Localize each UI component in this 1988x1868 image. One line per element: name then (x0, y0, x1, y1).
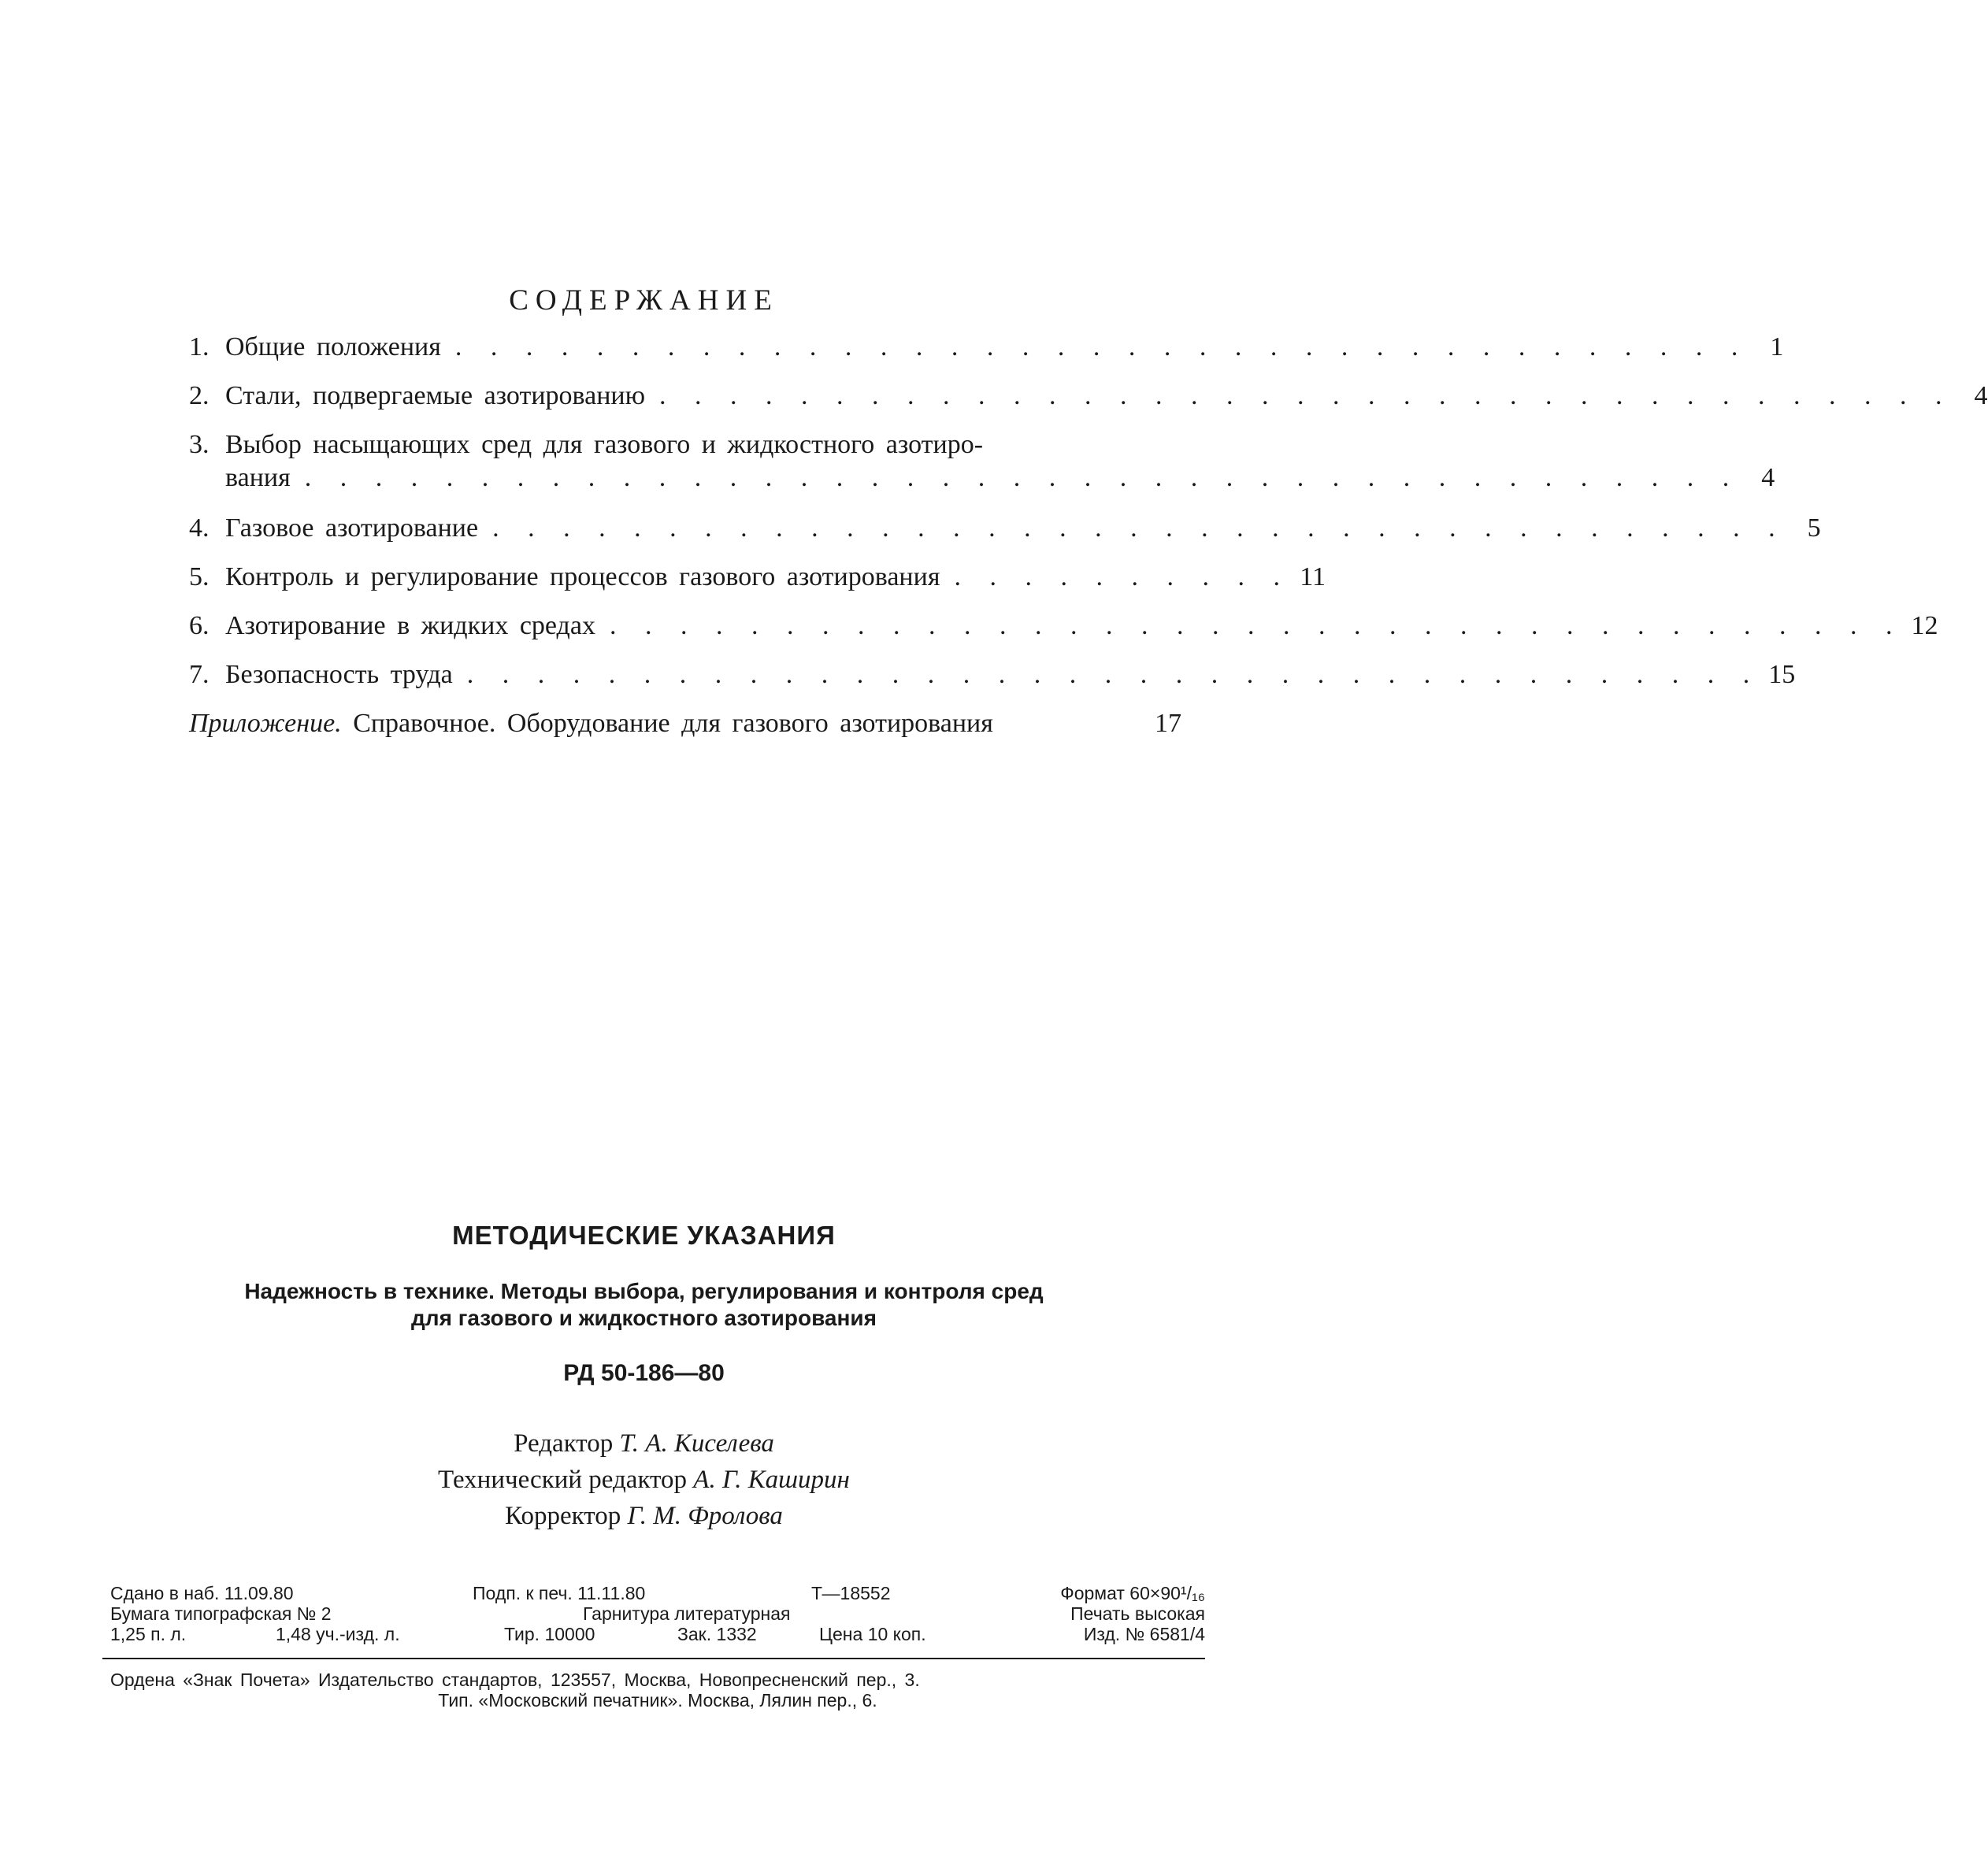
imprint-field: Подп. к печ. 11.11.80 (473, 1583, 646, 1603)
toc-item-page: 15 (1768, 660, 1796, 689)
imprint-row (110, 1583, 1205, 1603)
imprint-field: Т—18552 (811, 1583, 891, 1603)
toc-item (189, 428, 1775, 512)
toc-appendix-label: Приложение. (189, 709, 342, 738)
printer-line: Тип. «Московский печатник». Москва, Лялин пер., 6. (438, 1690, 877, 1710)
toc-item-title: Общие положения (225, 332, 441, 361)
toc-appendix (189, 707, 1181, 756)
imprint-row (110, 1603, 1205, 1624)
toc-item-number: 2. (189, 381, 210, 410)
toc-leader-dots: . . . . . . . . . . . . . . . . . . . . . . . . . . . . . . . . . . . . . (454, 332, 1749, 361)
print-imprint (110, 1583, 1205, 1644)
toc-appendix-title: Справочное. Оборудование для газового азотирования (353, 709, 993, 738)
toc-item-number: 7. (189, 660, 210, 689)
toc-item-page: 12 (1911, 611, 1938, 640)
credit-role: Редактор (514, 1429, 614, 1458)
toc-item-title: Азотирование в жидких средах (225, 611, 595, 640)
imprint-field: 1,48 уч.-изд. л. (276, 1624, 400, 1644)
imprint-field: Зак. 1332 (677, 1624, 757, 1644)
document-subtitle-line: Надежность в технике. Методы выбора, регулирования и контроля сред (244, 1279, 1044, 1303)
credit-name: Г. М. Фролова (627, 1502, 783, 1530)
imprint-field: Формат 60×90¹/₁₆ (1060, 1583, 1205, 1603)
toc-item (189, 380, 1988, 428)
imprint-field: Цена 10 коп. (819, 1624, 926, 1644)
document-subtitle-line: для газового и жидкостного азотирования (411, 1306, 877, 1330)
toc-item-title: Газовое азотирование (225, 513, 479, 543)
imprint-field: 1,25 п. л. (110, 1624, 187, 1644)
imprint-field: Изд. № 6581/4 (1083, 1624, 1205, 1644)
credit-role: Корректор (505, 1502, 621, 1530)
toc-appendix-page: 17 (1155, 709, 1181, 738)
toc-item-number: 4. (189, 513, 210, 543)
toc-item-title-continued: вания (225, 463, 291, 492)
toc-item-page: 4 (1761, 463, 1775, 492)
credit-name: А. Г. Каширин (693, 1466, 850, 1494)
toc-leader-dots: . . . . . . . . . . . . . . . . . . . . . . . . . . . . . . . . . . . . . (659, 381, 1953, 410)
toc-item (189, 610, 1938, 658)
credit-role: Технический редактор (438, 1466, 688, 1494)
toc-item-number: 1. (189, 332, 210, 361)
document-code: РД 50-186—80 (563, 1360, 725, 1386)
credit-editor (0, 1425, 1288, 1462)
toc-item (189, 331, 1784, 380)
imprint-divider (102, 1658, 1205, 1659)
imprint-field: Тир. 10000 (504, 1624, 595, 1644)
toc-item-title: Выбор насыщающих сред для газового и жидкостного азотиро- (225, 430, 984, 459)
toc-item-page: 1 (1770, 332, 1784, 361)
imprint-field: Бумага типографская № 2 (110, 1603, 332, 1624)
toc-item-number: 6. (189, 611, 210, 640)
toc-leader-dots: . . . . . . . . . . . . . . . . . . . . . . . . . . . . . . . . . . . . . (492, 513, 1786, 543)
toc-item-number: 3. (189, 430, 210, 459)
credit-technical-editor (0, 1462, 1288, 1498)
publisher-line: Ордена «Знак Почета» Издательство стандартов, 123557, Москва, Новопресненский пер., 3. (110, 1670, 920, 1690)
imprint-field: Сдано в наб. 11.09.80 (110, 1583, 294, 1603)
publisher-info (110, 1670, 1205, 1710)
toc-item-title: Контроль и регулирование процессов газового азотирования (225, 562, 940, 591)
credit-name: Т. А. Киселева (619, 1429, 774, 1458)
toc-leader-dots: . . . . . . . . . . (954, 562, 1291, 591)
toc-leader-dots: . . . . . . . . . . . . . . . . . . . . . . . . . . . . . . . . . . . . . . . . . (304, 463, 1741, 492)
toc-item (189, 561, 1326, 610)
credit-corrector (0, 1498, 1288, 1534)
toc-item (189, 658, 1796, 707)
toc-item-page: 11 (1300, 562, 1326, 591)
imprint-field: Печать высокая (1070, 1603, 1205, 1624)
toc-leader-dots: . . . . . . . . . . . . . . . . . . . . . . . . . . . . . . . . . . . . . (609, 611, 1904, 640)
toc-item (189, 512, 1821, 561)
toc-item-title: Стали, подвергаемые азотированию (225, 381, 646, 410)
table-of-contents (189, 331, 1988, 756)
toc-title: СОДЕРЖАНИЕ (509, 284, 779, 317)
document-subtitle (0, 1278, 1288, 1332)
document-title: МЕТОДИЧЕСКИЕ УКАЗАНИЯ (452, 1221, 836, 1250)
toc-item-page: 4 (1974, 381, 1988, 410)
imprint-field: Гарнитура литературная (583, 1603, 791, 1624)
toc-item-page: 5 (1807, 513, 1821, 543)
toc-item-number: 5. (189, 562, 210, 591)
toc-item-title: Безопасность труда (225, 660, 453, 689)
toc-leader-dots: . . . . . . . . . . . . . . . . . . . . . . . . . . . . . . . . . . . . . (466, 660, 1761, 689)
imprint-row (110, 1624, 1205, 1644)
credits (0, 1425, 1288, 1534)
